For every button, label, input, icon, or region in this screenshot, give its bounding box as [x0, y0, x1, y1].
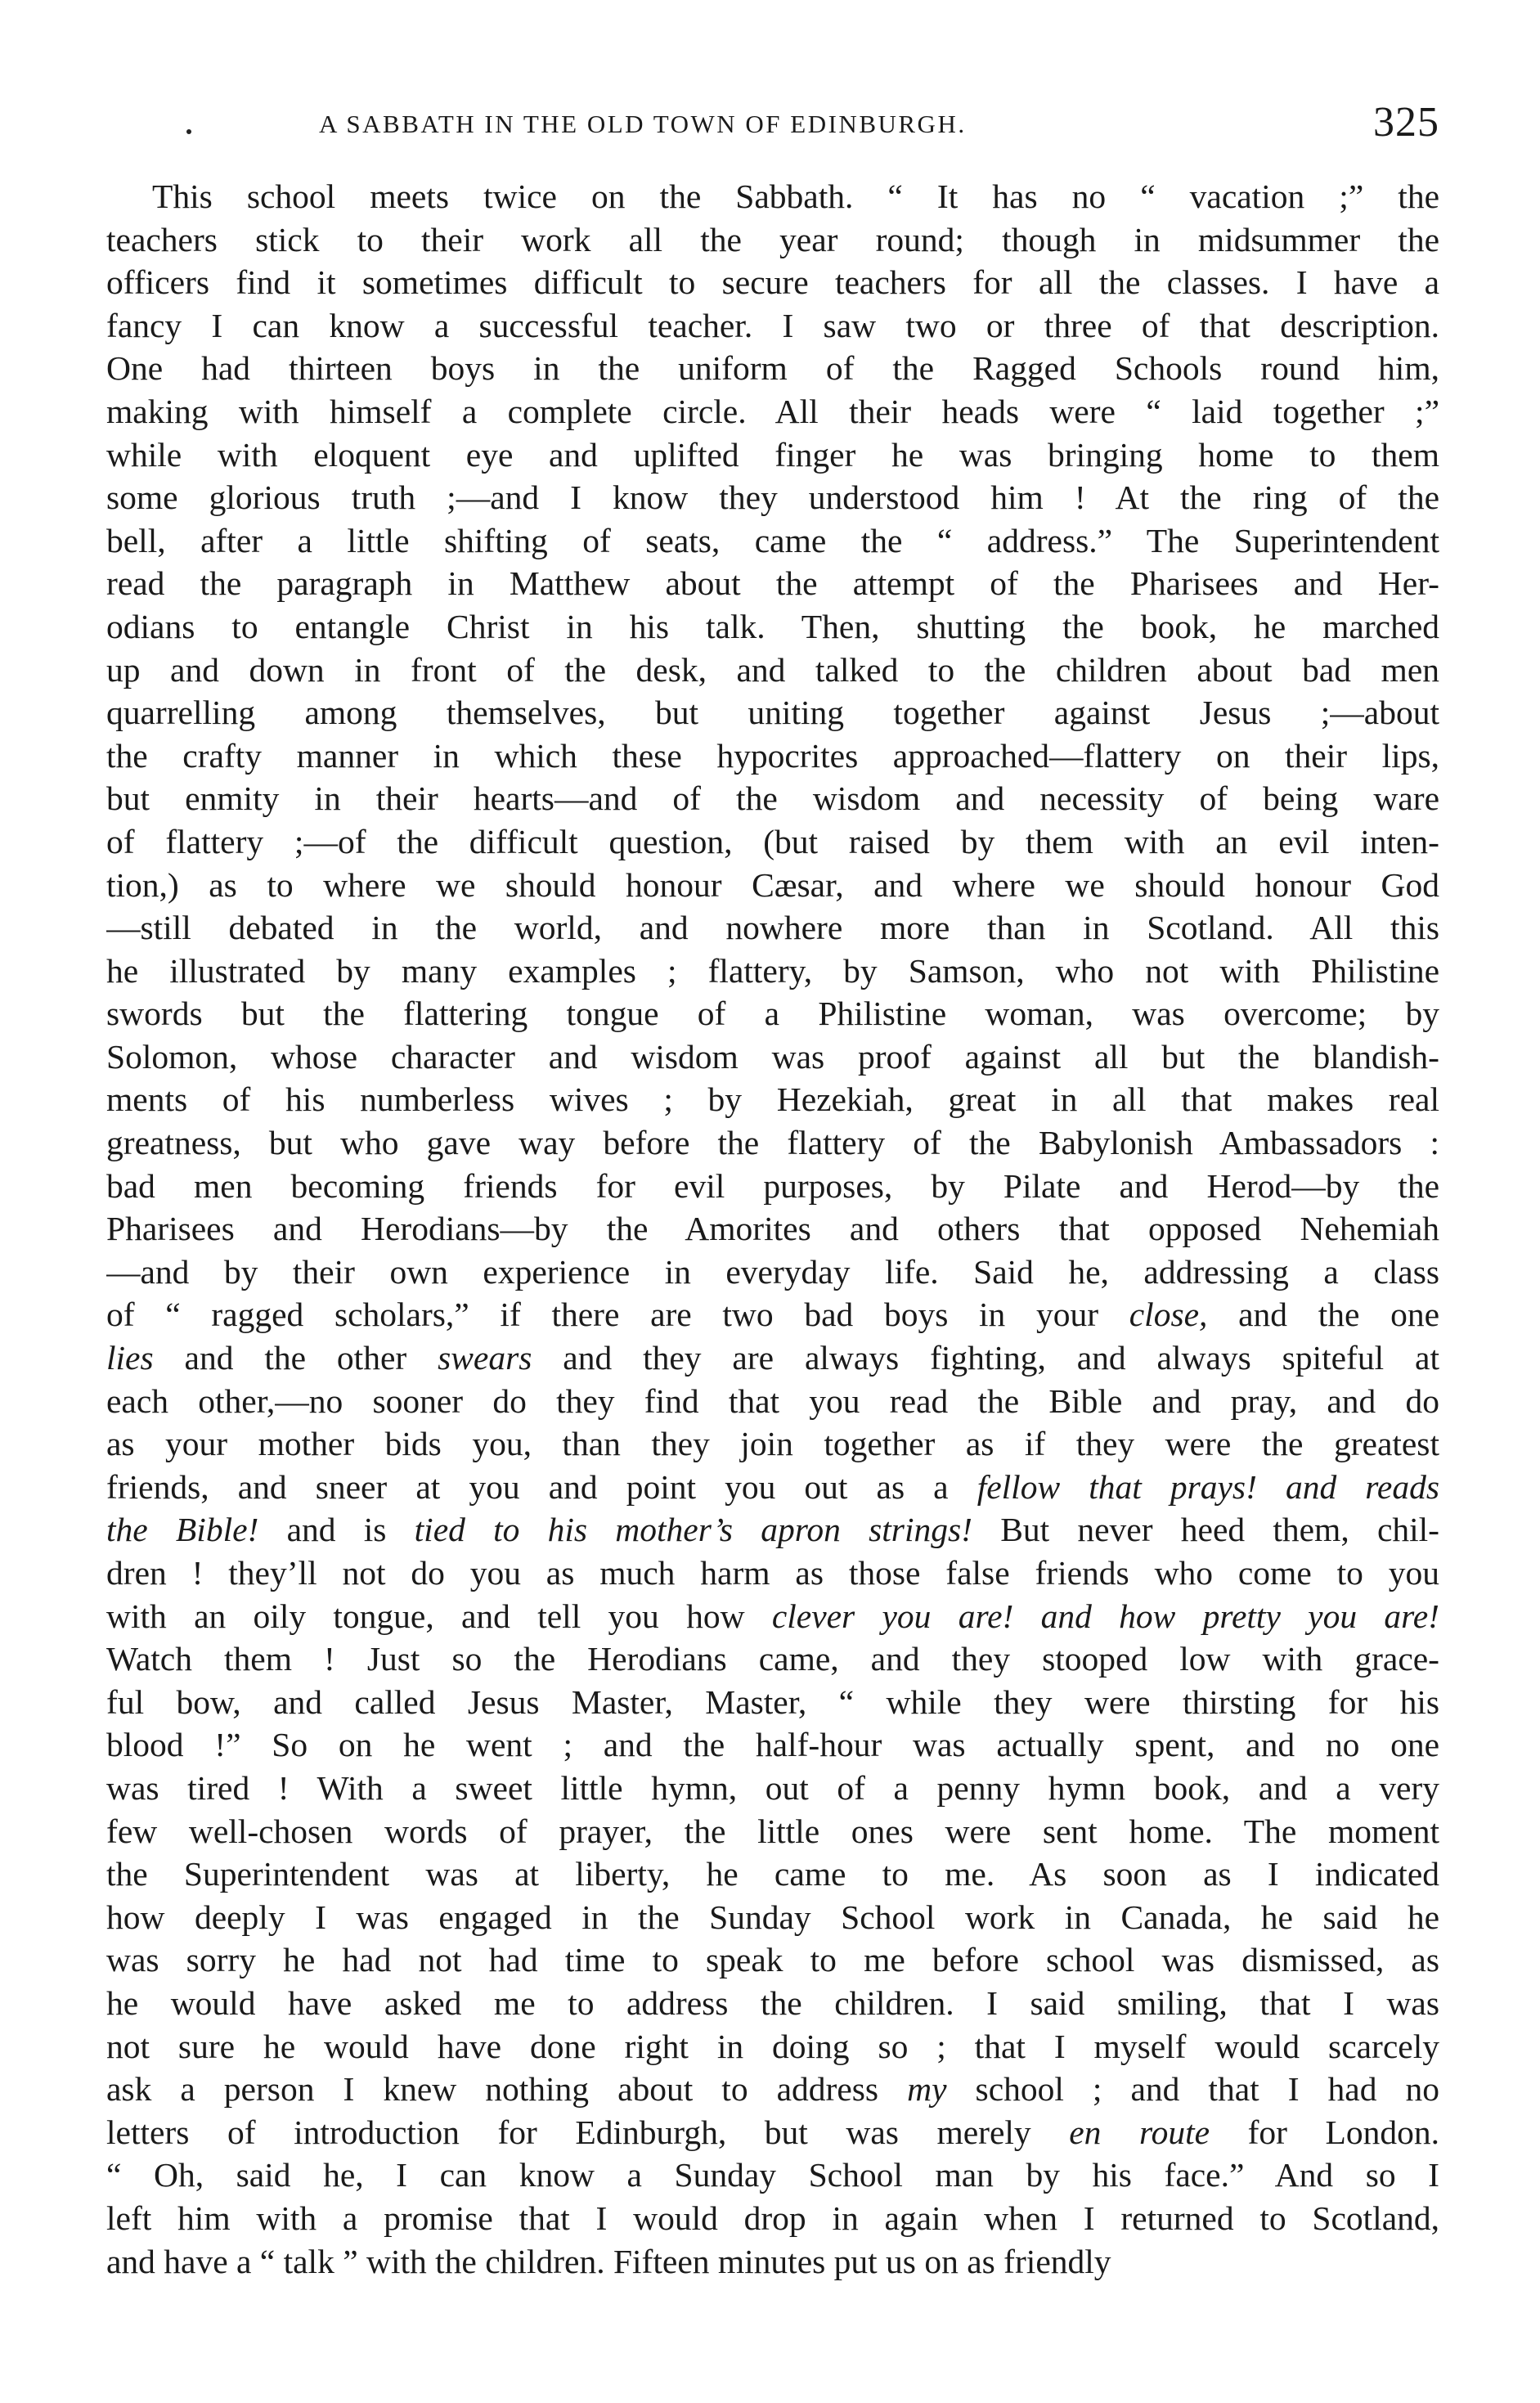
text-line — [106, 1508, 1439, 1552]
text-run: teachers stick to their work all the year round; though in midsummer the — [106, 220, 1439, 258]
text-run: the crafty manner in which these hypocrites approached—flattery on their lips, — [106, 736, 1439, 775]
text-run: some glorious truth ;—and I know they understood him ! At the ring of the — [106, 478, 1439, 517]
text-run: Solomon, whose character and wisdom was proof against all but the blandish- — [106, 1037, 1439, 1076]
text-run: fancy I can know a successful teacher. I saw two or three of that description. — [106, 306, 1439, 344]
text-run: each other,—no sooner do they find that you read the Bible and pray, and do — [106, 1381, 1439, 1420]
text-line — [106, 950, 1439, 993]
page-number: 325 — [1373, 99, 1439, 146]
text-line — [106, 1422, 1439, 1466]
italic-run: my — [907, 2070, 947, 2109]
text-run: blood !” So on he went ; and the half-hour was actually spent, and no one — [106, 1726, 1439, 1764]
text-run: read the paragraph in Matthew about the attempt of the Pharisees and Her- — [106, 564, 1439, 603]
text-line — [106, 820, 1439, 864]
text-line — [106, 1723, 1439, 1767]
text-line — [106, 1293, 1439, 1336]
text-run: This school meets twice on the Sabbath. “ It has no “ vacation ;” the — [152, 177, 1439, 215]
text-run: quarrelling among themselves, but uniting together against Jesus ;—about — [106, 694, 1439, 732]
text-line — [106, 864, 1439, 907]
text-line — [106, 1810, 1439, 1853]
text-run: the Superintendent was at liberty, he came to me. As soon as I indicated — [106, 1855, 1439, 1893]
text-run: ful bow, and called Jesus Master, Master, “ while they were thirsting for his — [106, 1682, 1439, 1721]
text-line — [106, 2154, 1439, 2197]
text-run: of flattery ;—of the difficult question, (but raised by them with an evil inten- — [106, 822, 1439, 860]
text-run: with an oily tongue, and tell you how — [106, 1597, 772, 1635]
text-line — [106, 1078, 1439, 1121]
text-line — [106, 1982, 1439, 2025]
text-line — [106, 1681, 1439, 1724]
text-run: and they are always fighting, and always spiteful at — [532, 1339, 1439, 1377]
text-line — [106, 1336, 1439, 1380]
text-line — [106, 2068, 1439, 2111]
text-run: odians to entangle Christ in his talk. Then, shutting the book, he marched — [106, 607, 1439, 645]
text-run: of “ ragged scholars,” if there are two bad boys in your — [106, 1296, 1129, 1334]
italic-run: fellow that prays! and reads — [977, 1467, 1439, 1506]
text-run: Pharisees and Herodians—by the Amorites and others that opposed Nehemiah — [106, 1210, 1439, 1248]
text-line — [106, 906, 1439, 950]
text-line — [106, 691, 1439, 734]
print-speck — [186, 129, 191, 134]
text-line — [106, 605, 1439, 649]
text-run: left him with a promise that I would drop in again when I returned to Scotland, — [106, 2199, 1439, 2237]
text-line — [106, 1035, 1439, 1079]
text-line — [106, 2111, 1439, 2154]
text-run: making with himself a complete circle. All their heads were “ laid together ;” — [106, 392, 1439, 430]
italic-run: swears — [438, 1339, 532, 1377]
text-line — [106, 1938, 1439, 1982]
italic-run: en route — [1069, 2113, 1210, 2151]
text-line — [106, 2240, 1439, 2284]
text-line — [106, 1165, 1439, 1208]
text-run: swords but the flattering tongue of a Philistine woman, was overcome; by — [106, 995, 1439, 1033]
text-run: not sure he would have done right in doing so ; that I myself would scarcely — [106, 2027, 1439, 2065]
text-run: friends, and sneer at you and point you out as a — [106, 1467, 977, 1506]
text-run: school ; and that I had no — [946, 2070, 1439, 2109]
italic-run: clever you are! and how pretty you are! — [771, 1597, 1439, 1635]
text-line — [106, 2025, 1439, 2068]
text-run: was sorry he had not had time to speak to me before school was dismissed, as — [106, 1941, 1439, 1979]
text-run: and is — [258, 1511, 415, 1549]
text-run: One had thirteen boys in the uniform of the Ragged Schools round him, — [106, 349, 1439, 388]
text-run: for London. — [1210, 2113, 1439, 2151]
text-line — [106, 519, 1439, 563]
text-run: few well-chosen words of prayer, the little ones were sent home. The moment — [106, 1812, 1439, 1850]
text-line — [106, 347, 1439, 390]
text-line — [106, 1767, 1439, 1810]
text-run: But never heed them, chil- — [972, 1511, 1439, 1549]
text-line — [106, 734, 1439, 778]
text-line — [106, 175, 1439, 218]
running-title: A SABBATH IN THE OLD TOWN OF EDINBURGH. — [319, 110, 967, 138]
text-run: Watch them ! Just so the Herodians came, and they stooped low with grace- — [106, 1640, 1439, 1678]
text-line — [106, 1853, 1439, 1896]
text-run: letters of introduction for Edinburgh, but was merely — [106, 2113, 1070, 2151]
text-line — [106, 1637, 1439, 1681]
text-run: while with eloquent eye and uplifted finger he was bringing home to them — [106, 435, 1439, 474]
book-page — [106, 98, 1439, 2356]
text-line — [106, 1207, 1439, 1251]
text-line — [106, 218, 1439, 262]
text-run: and the other — [153, 1339, 438, 1377]
text-run: ask a person I knew nothing about to address — [106, 2070, 908, 2109]
text-run: tion,) as to where we should honour Cæsar, and where we should honour God — [106, 865, 1439, 904]
text-run: how deeply I was engaged in the Sunday School work in Canada, he said he — [106, 1898, 1439, 1936]
italic-run: lies — [106, 1339, 154, 1377]
text-run: bad men becoming friends for evil purposes, by Pilate and Herod—by the — [106, 1166, 1439, 1205]
text-run: and the one — [1207, 1296, 1439, 1334]
text-line — [106, 390, 1439, 433]
text-run: bell, after a little shifting of seats, came the “ address.” The Superintendent — [106, 521, 1439, 559]
italic-run: close, — [1129, 1296, 1208, 1334]
text-line — [106, 433, 1439, 477]
text-line — [106, 1595, 1439, 1638]
text-run: greatness, but who gave way before the flattery of the Babylonish Ambassadors : — [106, 1124, 1439, 1162]
text-line — [106, 992, 1439, 1035]
text-run: dren ! they’ll not do you as much harm as those false friends who come to you — [106, 1554, 1439, 1592]
text-line — [106, 261, 1439, 304]
text-line — [106, 1552, 1439, 1595]
text-line — [106, 2197, 1439, 2240]
text-run: but enmity in their hearts—and of the wisdom and necessity of being ware — [106, 779, 1439, 818]
text-run: ments of his numberless wives ; by Hezekiah, great in all that makes real — [106, 1080, 1439, 1119]
text-line — [106, 1380, 1439, 1423]
text-run: up and down in front of the desk, and talked to the children about bad men — [106, 650, 1439, 689]
text-line — [106, 777, 1439, 820]
text-line — [106, 476, 1439, 519]
text-line — [106, 1896, 1439, 1939]
text-run: and have a “ talk ” with the children. Fifteen minutes put us on as friendly — [106, 2242, 1111, 2280]
text-run: —still debated in the world, and nowhere more than in Scotland. All this — [106, 909, 1439, 947]
text-run: he illustrated by many examples ; flattery, by Samson, who not with Philistine — [106, 951, 1439, 990]
running-head — [106, 98, 1439, 164]
italic-run: the Bible! — [106, 1511, 259, 1549]
text-line — [106, 1121, 1439, 1165]
text-run: “ Oh, said he, I can know a Sunday School man by his face.” And so I — [106, 2156, 1439, 2194]
italic-run: tied to his mother’s apron strings! — [414, 1511, 972, 1549]
text-run: officers find it sometimes difficult to secure teachers for all the classes. I have a — [106, 263, 1439, 302]
text-run: he would have asked me to address the children. I said smiling, that I was — [106, 1983, 1439, 2022]
text-line — [106, 1251, 1439, 1294]
text-run: was tired ! With a sweet little hymn, out of a penny hymn book, and a very — [106, 1768, 1439, 1807]
text-line — [106, 304, 1439, 348]
text-line — [106, 562, 1439, 605]
text-run: —and by their own experience in everyday life. Said he, addressing a class — [106, 1252, 1439, 1291]
text-run: as your mother bids you, than they join together as if they were the greatest — [106, 1425, 1439, 1463]
text-line — [106, 1466, 1439, 1509]
body-paragraph — [106, 175, 1439, 2283]
text-line — [106, 649, 1439, 692]
